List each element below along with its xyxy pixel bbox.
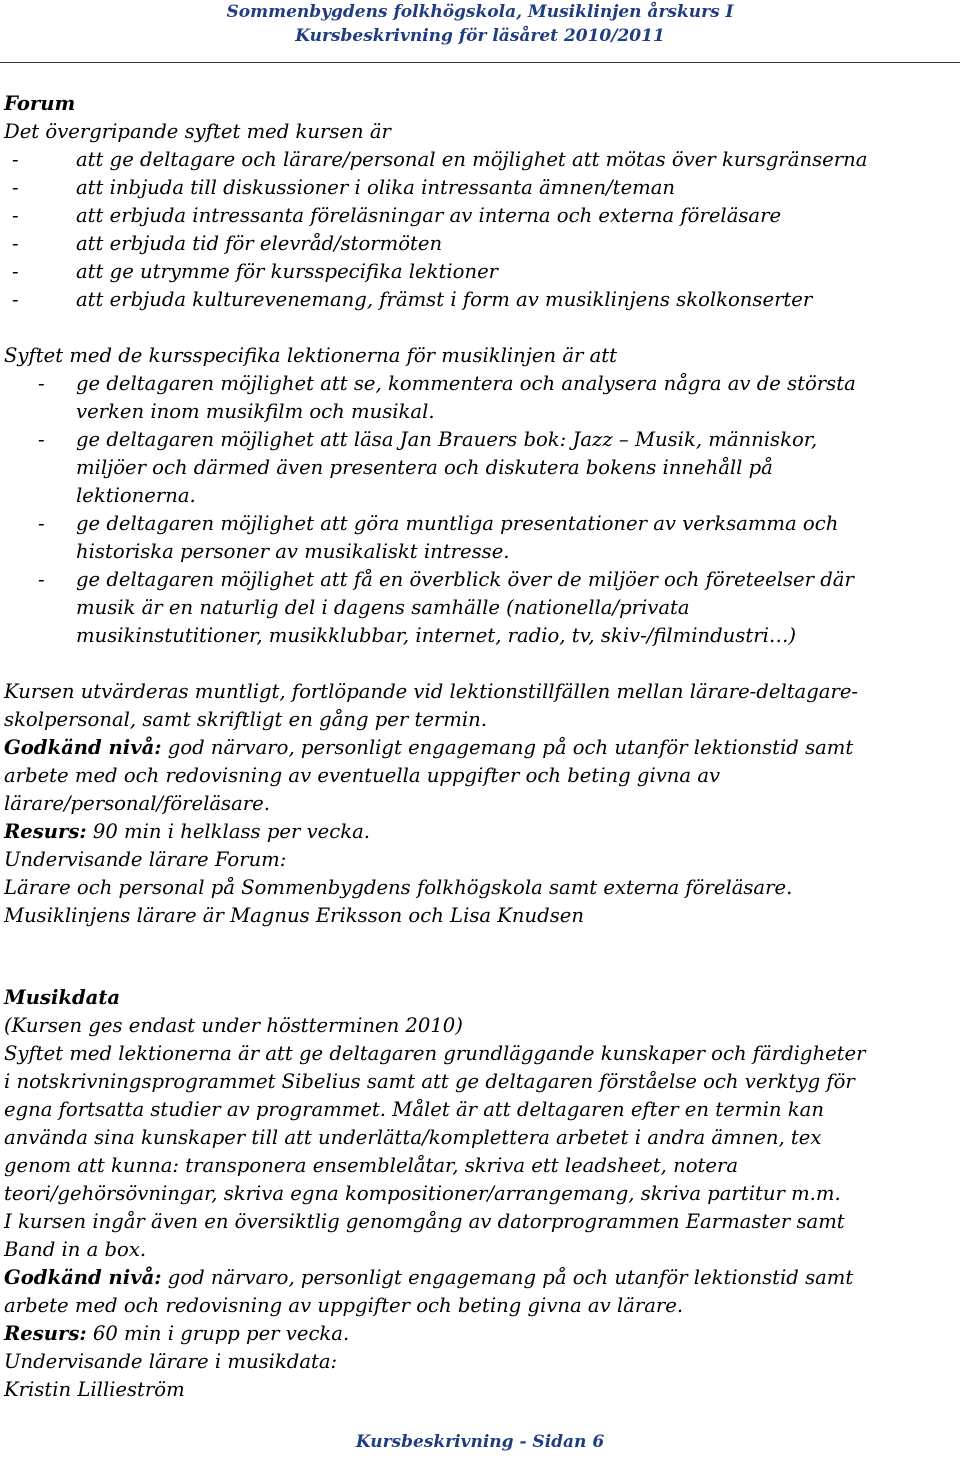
musikdata-approval-label: Godkänd nivå: bbox=[4, 1266, 162, 1289]
forum-specific-line: miljöer och därmed även presentera och diskutera bokens innehåll på bbox=[76, 456, 773, 479]
header-divider bbox=[0, 62, 960, 63]
forum-specific-line: lektionerna. bbox=[76, 484, 196, 507]
forum-aim: att ge deltagare och lärare/personal en möjlighet att mötas över kursgränserna bbox=[76, 148, 868, 171]
forum-evaluation: skolpersonal, samt skriftligt en gång per termin. bbox=[4, 708, 487, 731]
forum-resource-label: Resurs: bbox=[4, 820, 87, 843]
musikdata-heading: Musikdata bbox=[4, 986, 121, 1009]
forum-resource bbox=[4, 818, 370, 846]
forum-evaluation: Kursen utvärderas muntligt, fortlöpande vid lektionstillfällen mellan lärare-deltagare- bbox=[4, 680, 859, 703]
musikdata-body-line: Syftet med lektionerna är att ge deltagaren grundläggande kunskaper och färdigheter bbox=[4, 1042, 866, 1065]
forum-intro: Det övergripande syftet med kursen är bbox=[4, 120, 391, 143]
forum-specific-line: historiska personer av musikaliskt intresse. bbox=[76, 540, 510, 563]
forum-teachers-label: Undervisande lärare Forum: bbox=[4, 848, 287, 871]
forum-specific-line: musikinstutitioner, musikklubbar, internet, radio, tv, skiv-/filmindustri…) bbox=[76, 624, 797, 647]
forum-aim-dash: - bbox=[12, 260, 19, 283]
forum-approval bbox=[4, 734, 853, 762]
forum-approval-text: arbete med och redovisning av eventuella uppgifter och beting givna av bbox=[4, 764, 721, 787]
musikdata-teachers-label: Undervisande lärare i musikdata: bbox=[4, 1350, 338, 1373]
musikdata-body-line: Band in a box. bbox=[4, 1238, 147, 1261]
musikdata-resource bbox=[4, 1320, 349, 1348]
musikdata-resource-text: 60 min i grupp per vecka. bbox=[86, 1322, 350, 1345]
forum-specific-line: ge deltagaren möjlighet att läsa Jan Brauers bok: Jazz – Musik, människor, bbox=[76, 428, 818, 451]
musikdata-resource-label: Resurs: bbox=[4, 1322, 87, 1345]
forum-aim-dash: - bbox=[12, 204, 19, 227]
forum-approval-text: god närvaro, personligt engagemang på och utanför lektionstid samt bbox=[161, 736, 854, 759]
forum-specific-line: verken inom musikfilm och musikal. bbox=[76, 400, 435, 423]
forum-aim-dash: - bbox=[12, 148, 19, 171]
musikdata-body-line: genom att kunna: transponera ensemblelåtar, skriva ett leadsheet, notera bbox=[4, 1154, 739, 1177]
forum-specific-dash: - bbox=[38, 428, 45, 451]
forum-heading: Forum bbox=[4, 92, 76, 115]
forum-specific-dash: - bbox=[38, 568, 45, 591]
forum-aim-dash: - bbox=[12, 288, 19, 311]
forum-aim-dash: - bbox=[12, 232, 19, 255]
page-footer: Kursbeskrivning - Sidan 6 bbox=[355, 1432, 605, 1452]
forum-specific-dash: - bbox=[38, 372, 45, 395]
musikdata-body-line: I kursen ingår även en översiktlig genomgång av datorprogrammen Earmaster samt bbox=[4, 1210, 845, 1233]
forum-aim-dash: - bbox=[12, 176, 19, 199]
forum-specific-line: musik är en naturlig del i dagens samhälle (nationella/privata bbox=[76, 596, 690, 619]
forum-aim: att erbjuda tid för elevråd/stormöten bbox=[76, 232, 443, 255]
musikdata-teacher: Kristin Lillieström bbox=[4, 1378, 185, 1401]
forum-specific-line: ge deltagaren möjlighet att se, kommentera och analysera några av de största bbox=[76, 372, 856, 395]
musikdata-approval-text: god närvaro, personligt engagemang på och utanför lektionstid samt bbox=[161, 1266, 854, 1289]
musikdata-approval-text: arbete med och redovisning av uppgifter och beting givna av lärare. bbox=[4, 1294, 684, 1317]
forum-aim: att erbjuda intressanta föreläsningar av interna och externa föreläsare bbox=[76, 204, 782, 227]
forum-aim: att erbjuda kulturevenemang, främst i form av musiklinjens skolkonserter bbox=[76, 288, 813, 311]
forum-specific-line: ge deltagaren möjlighet att få en överblick över de miljöer och företeelser där bbox=[76, 568, 854, 591]
forum-approval-label: Godkänd nivå: bbox=[4, 736, 162, 759]
page-header bbox=[0, 0, 960, 48]
header-school: Sommenbygdens folkhögskola, Musiklinjen årskurs I bbox=[226, 2, 734, 22]
musikdata-approval bbox=[4, 1264, 853, 1292]
musikdata-body-line: teori/gehörsövningar, skriva egna kompositioner/arrangemang, skriva partitur m.m. bbox=[4, 1182, 841, 1205]
header-course-year: Kursbeskrivning för läsåret 2010/2011 bbox=[295, 26, 665, 46]
forum-resource-text: 90 min i helklass per vecka. bbox=[86, 820, 370, 843]
musikdata-body-line: använda sina kunskaper till att underlätta/komplettera arbetet i andra ämnen, tex bbox=[4, 1126, 822, 1149]
forum-teachers: Musiklinjens lärare är Magnus Eriksson och Lisa Knudsen bbox=[4, 904, 584, 927]
musikdata-body-line: i notskrivningsprogrammet Sibelius samt att ge deltagaren förståelse och verktyg för bbox=[4, 1070, 855, 1093]
forum-teachers: Lärare och personal på Sommenbygdens folkhögskola samt externa föreläsare. bbox=[4, 876, 793, 899]
forum-specific-line: ge deltagaren möjlighet att göra muntliga presentationer av verksamma och bbox=[76, 512, 839, 535]
forum-specific-intro: Syftet med de kursspecifika lektionerna för musiklinjen är att bbox=[4, 344, 618, 367]
forum-aim: att ge utrymme för kursspecifika lektioner bbox=[76, 260, 499, 283]
musikdata-body-line: egna fortsatta studier av programmet. Målet är att deltagaren efter en termin kan bbox=[4, 1098, 824, 1121]
forum-approval-text: lärare/personal/föreläsare. bbox=[4, 792, 270, 815]
musikdata-note: (Kursen ges endast under höstterminen 2010) bbox=[4, 1014, 463, 1037]
forum-aim: att inbjuda till diskussioner i olika intressanta ämnen/teman bbox=[76, 176, 676, 199]
forum-specific-dash: - bbox=[38, 512, 45, 535]
